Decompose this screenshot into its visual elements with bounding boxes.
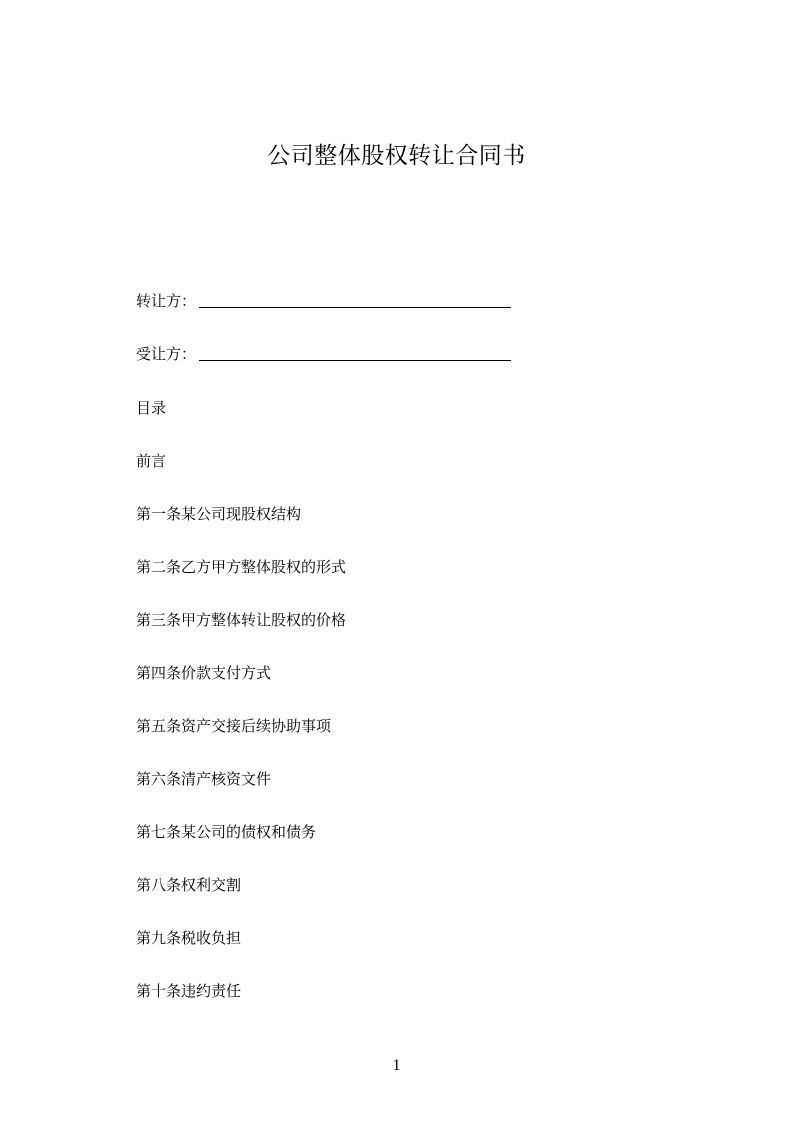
page-number: 1: [392, 1057, 401, 1074]
toc-item: 第十条违约责任: [136, 982, 242, 1000]
toc-item: 第九条税收负担: [136, 929, 242, 947]
transferee-label: 受让方：: [136, 345, 197, 363]
toc-item: 第六条清产核资文件: [136, 770, 272, 788]
transferor-line: [136, 291, 511, 311]
transferee-line: [136, 344, 511, 364]
transferee-blank: [199, 360, 511, 361]
toc-item: 第二条乙方甲方整体股权的形式: [136, 558, 347, 576]
toc-item: 第七条某公司的债权和债务: [136, 823, 317, 841]
toc-item: 第五条资产交接后续协助事项: [136, 717, 332, 735]
toc-item: 第三条甲方整体转让股权的价格: [136, 611, 347, 629]
toc-item: 第四条价款支付方式: [136, 664, 272, 682]
toc-heading: 目录: [136, 399, 167, 417]
transferor-label: 转让方：: [136, 292, 197, 310]
transferor-blank: [199, 307, 511, 308]
toc-item: 第一条某公司现股权结构: [136, 505, 302, 523]
toc-item: 第八条权利交割: [136, 876, 242, 894]
document-title: 公司整体股权转让合同书: [267, 143, 526, 169]
toc-item: 前言: [136, 452, 167, 470]
